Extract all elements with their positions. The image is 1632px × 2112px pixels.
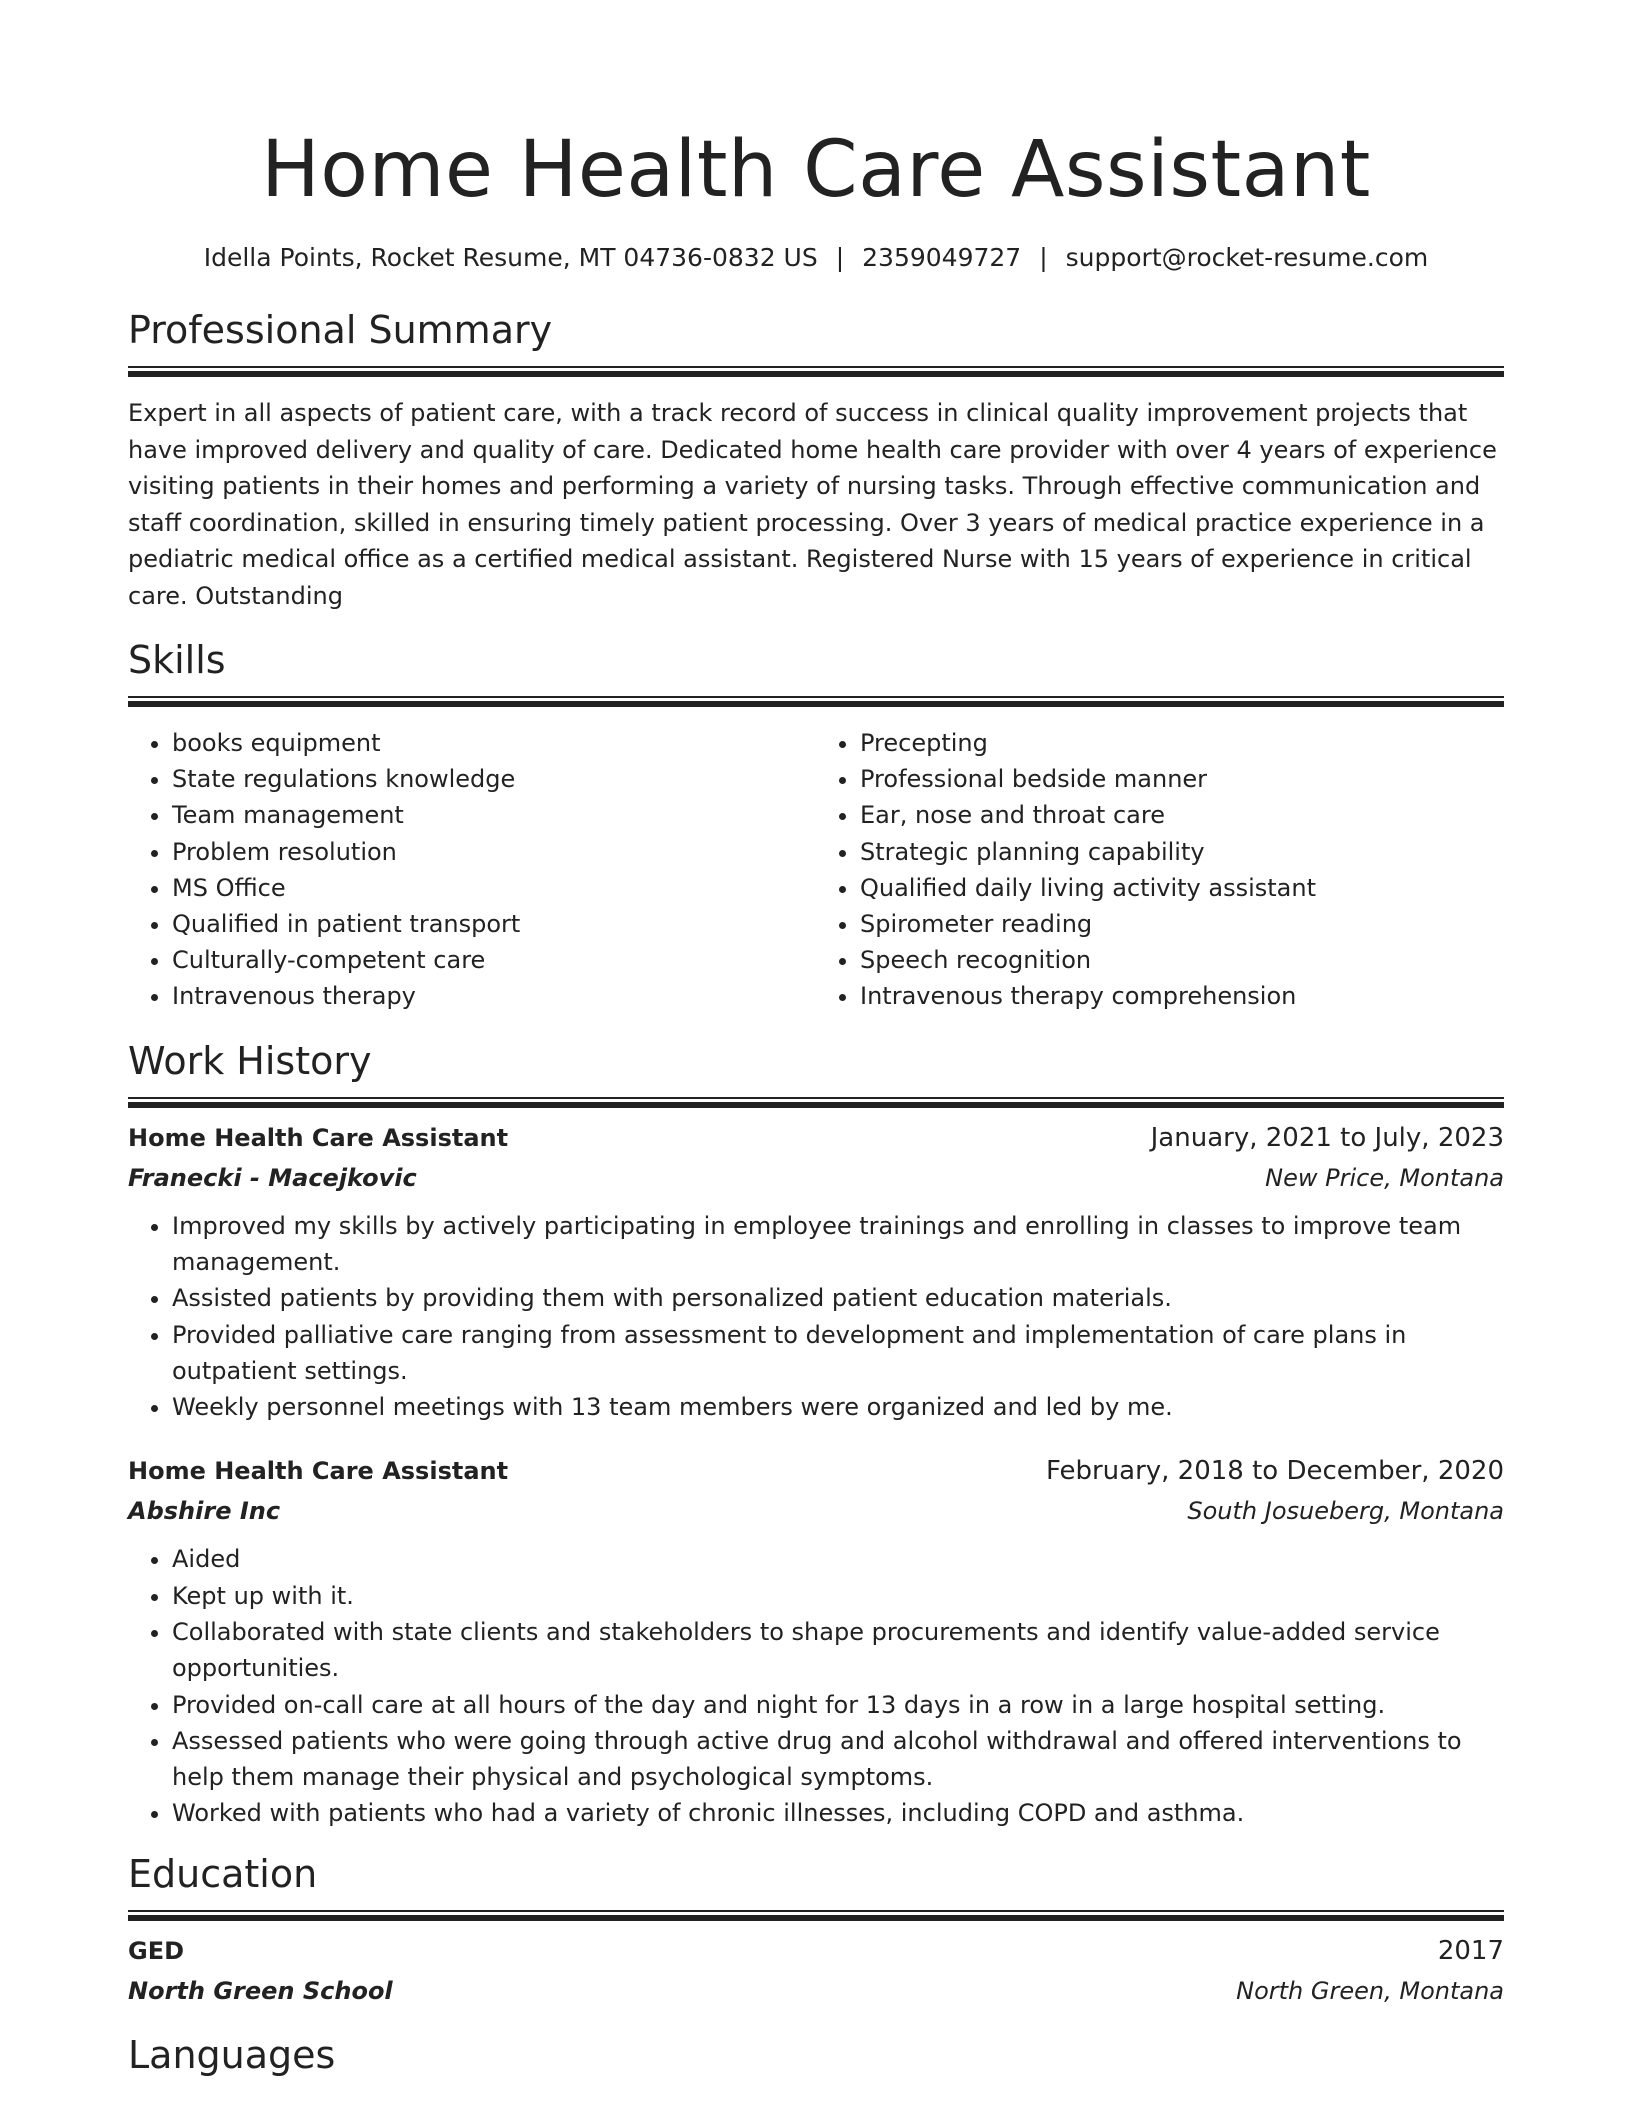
job-location: South Josueberg, Montana — [1187, 1497, 1504, 1526]
education-location: North Green, Montana — [1236, 1976, 1504, 2005]
skill-item: • MS Office — [172, 870, 816, 906]
skill-item: • books equipment — [172, 725, 816, 761]
contact-separator: | — [835, 243, 845, 272]
skill-item: • Culturally-competent care — [172, 942, 816, 978]
job-entry — [128, 1451, 1504, 1831]
job-company-row — [128, 1158, 1504, 1198]
job-header-row — [128, 1451, 1504, 1491]
job-header-row — [128, 1118, 1504, 1158]
job-bullet: • Kept up with it. — [172, 1578, 1504, 1614]
skills-list-right — [816, 725, 1504, 1015]
summary-section — [128, 306, 1504, 614]
resume-title: Home Health Care Assistant — [261, 125, 1371, 215]
section-heading-education: Education — [128, 1851, 318, 1896]
education-header-row — [128, 1931, 1504, 1971]
section-divider — [128, 1910, 1504, 1921]
skill-item: • Qualified daily living activity assistant — [860, 870, 1504, 906]
job-bullet: • Improved my skills by actively participating in employee trainings and enrolling in classes to improve team management. — [172, 1208, 1504, 1281]
skill-item: • Professional bedside manner — [860, 761, 1504, 797]
job-bullet: • Assessed patients who were going through active drug and alcohol withdrawal and offered interventions to help them manage their physical and psychological symptoms. — [172, 1723, 1504, 1796]
skill-item: • Strategic planning capability — [860, 834, 1504, 870]
contact-address: Idella Points, Rocket Resume, MT 04736-0832 US — [203, 243, 818, 272]
section-divider — [128, 1097, 1504, 1108]
section-heading-skills: Skills — [128, 638, 226, 682]
section-heading-languages: Languages — [128, 2032, 336, 2077]
education-section — [128, 1850, 1504, 2011]
job-entry — [128, 1118, 1504, 1426]
job-bullet: • Collaborated with state clients and stakeholders to shape procurements and identify value-added service opportunities. — [172, 1614, 1504, 1687]
job-location: New Price, Montana — [1265, 1163, 1504, 1192]
job-bullet: • Weekly personnel meetings with 13 team members were organized and led by me. — [172, 1389, 1504, 1425]
section-divider — [128, 696, 1504, 707]
contact-email: support@rocket-resume.com — [1065, 243, 1429, 272]
skill-item: • Spirometer reading — [860, 906, 1504, 942]
job-company-row — [128, 1491, 1504, 1531]
skill-item: • Qualified in patient transport — [172, 906, 816, 942]
contact-separator: | — [1039, 243, 1048, 272]
skill-item: • Speech recognition — [860, 942, 1504, 978]
education-year: 2017 — [1437, 1935, 1504, 1966]
work-history-section — [128, 1037, 1504, 1832]
skills-section — [128, 636, 1504, 1015]
job-company: Abshire Inc — [128, 1497, 281, 1526]
job-bullets — [128, 1541, 1504, 1831]
job-dates: February, 2018 to December, 2020 — [1045, 1456, 1504, 1487]
summary-text: Expert in all aspects of patient care, with a track record of success in clinical quality improvement projects that have improved delivery and quality of care. Dedicated home health care provider with over 4 years of experience visiting patients in their homes and performing a variety of nursing tasks. Through effective communication and staff coordination, skilled in ensuring timely patient processing. Over 3 years of medical practice experience in a pediatric medical office as a certified medical assistant. Registered Nurse with 15 years of experience in critical care. Outstanding — [128, 399, 1497, 610]
contact-phone: 2359049727 — [862, 243, 1022, 272]
job-bullet: • Aided — [172, 1541, 1504, 1577]
section-divider — [128, 366, 1504, 377]
skill-item: • Intravenous therapy — [172, 978, 816, 1014]
skill-item: • State regulations knowledge — [172, 761, 816, 797]
section-heading-summary: Professional Summary — [128, 308, 553, 352]
job-bullet: • Assisted patients by providing them with personalized patient education materials. — [172, 1280, 1504, 1316]
job-bullet: • Worked with patients who had a variety of chronic illnesses, including COPD and asthma. — [172, 1795, 1504, 1831]
contact-line — [128, 242, 1504, 274]
job-dates: January, 2021 to July, 2023 — [1150, 1122, 1504, 1153]
education-school: North Green School — [128, 1976, 393, 2005]
skill-item: • Precepting — [860, 725, 1504, 761]
job-title: Home Health Care Assistant — [128, 1123, 509, 1152]
job-bullet: • Provided on-call care at all hours of the day and night for 13 days in a row in a large hospital setting. — [172, 1687, 1504, 1723]
skill-item: • Ear, nose and throat care — [860, 797, 1504, 833]
skills-list-left — [128, 725, 816, 1015]
job-bullets — [128, 1208, 1504, 1426]
skill-item: • Team management — [172, 797, 816, 833]
resume-page — [128, 0, 1504, 2079]
job-company: Franecki - Macejkovic — [128, 1163, 417, 1192]
skills-grid — [128, 725, 1504, 1015]
job-bullet: • Provided palliative care ranging from assessment to development and implementation of care plans in outpatient settings. — [172, 1317, 1504, 1390]
education-degree: GED — [128, 1936, 185, 1965]
education-school-row — [128, 1971, 1504, 2011]
languages-section — [128, 2031, 1504, 2079]
skill-item: • Problem resolution — [172, 834, 816, 870]
skill-item: • Intravenous therapy comprehension — [860, 978, 1504, 1014]
section-heading-work-history: Work History — [128, 1038, 372, 1083]
job-title: Home Health Care Assistant — [128, 1457, 509, 1486]
